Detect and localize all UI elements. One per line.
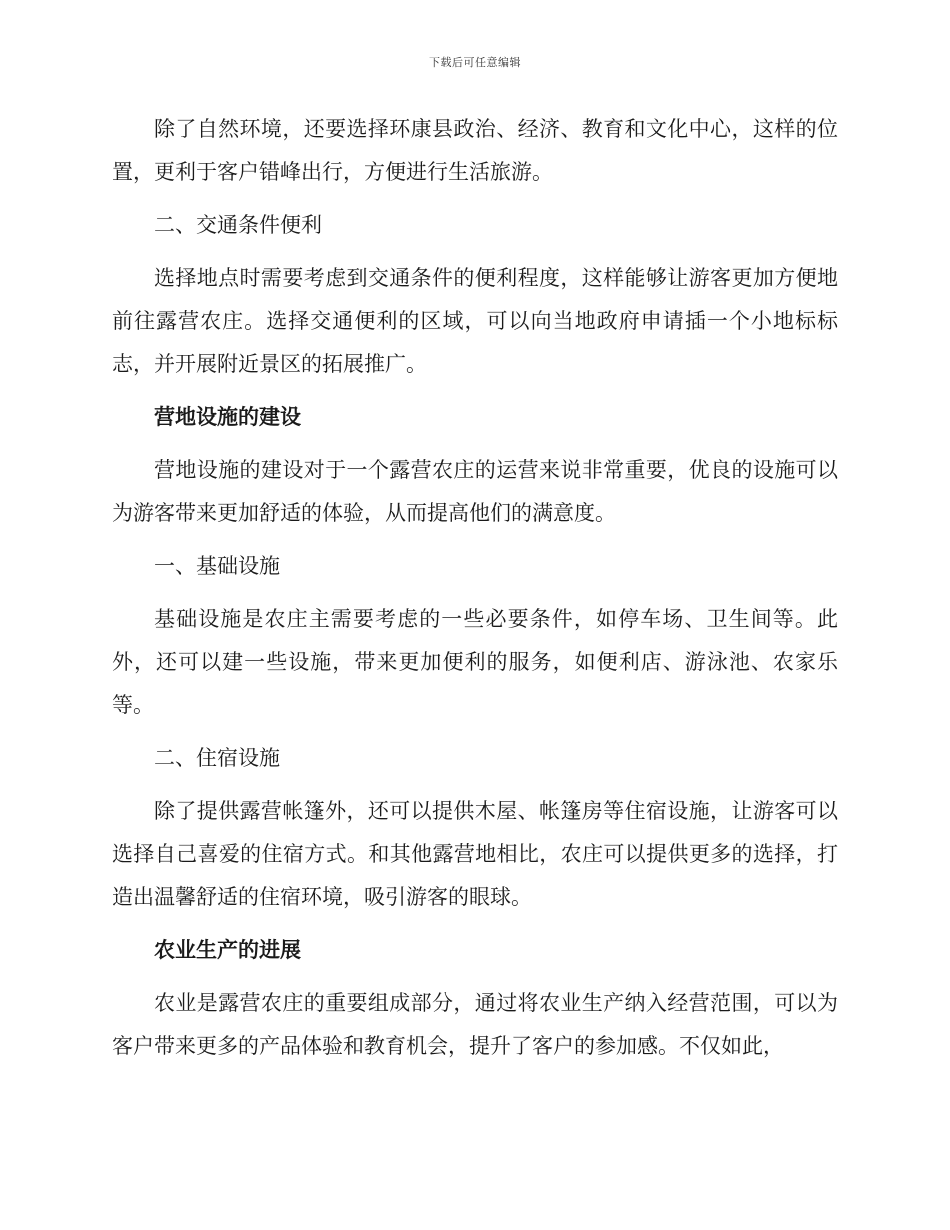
section-heading-agriculture: 农业生产的进展 (154, 938, 301, 962)
paragraph-transport: 选择地点时需要考虑到交通条件的便利程度，这样能够让游客更加方便地前往露营农庄。选择交通便利的区域，可以向当地政府申请插一个小地标标志，并开展附近景区的拓展推广。 (112, 266, 838, 376)
paragraph-agriculture: 农业是露营农庄的重要组成部分，通过将农业生产纳入经营范围，可以为客户带来更多的产品体验和教育机会，提升了客户的参加感。不仅如此， (112, 991, 838, 1058)
paragraph-basic-facilities: 基础设施是农庄主需要考虑的一些必要条件，如停车场、卫生间等。此外，还可以建一些设施，带来更加便利的服务，如便利店、游泳池、农家乐等。 (112, 607, 838, 717)
document-body (112, 108, 838, 1078)
subheading-transport: 二、交通条件便利 (154, 213, 322, 237)
section-heading-facilities: 营地设施的建设 (154, 405, 301, 429)
paragraph-location: 除了自然环境，还要选择环康县政治、经济、教育和文化中心，这样的位置，更利于客户错峰出行，方便进行生活旅游。 (112, 117, 838, 184)
subheading-basic-facilities: 一、基础设施 (154, 554, 280, 578)
paragraph-lodging: 除了提供露营帐篷外，还可以提供木屋、帐篷房等住宿设施，让游客可以选择自己喜爱的住宿方式。和其他露营地相比，农庄可以提供更多的选择，打造出温馨舒适的住宿环境，吸引游客的眼球。 (112, 799, 838, 909)
paragraph-facilities-intro: 营地设施的建设对于一个露营农庄的运营来说非常重要，优良的设施可以为游客带来更加舒适的体验，从而提高他们的满意度。 (112, 458, 838, 525)
page-header: 下载后可任意编辑 (429, 56, 521, 69)
subheading-lodging: 二、住宿设施 (154, 746, 280, 770)
